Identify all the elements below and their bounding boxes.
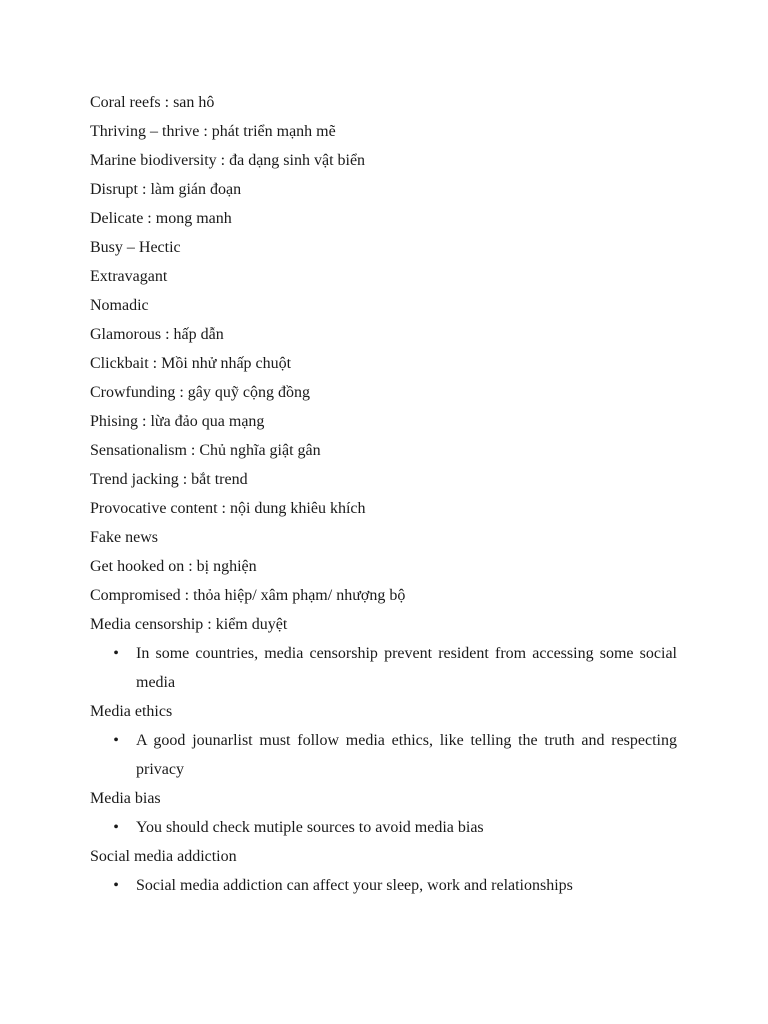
bullet-item	[90, 726, 677, 784]
bullet-item	[90, 639, 677, 697]
document-page	[90, 88, 677, 900]
vocab-line: Extravagant	[90, 268, 168, 285]
bullet-item	[90, 871, 677, 900]
vocab-line: Get hooked on : bị nghiện	[90, 558, 257, 575]
vocab-line: Media censorship : kiểm duyệt	[90, 616, 288, 633]
vocab-line: Disrupt : làm gián đoạn	[90, 181, 242, 198]
vocab-line: Phising : lừa đảo qua mạng	[90, 413, 265, 430]
bullet-icon: •	[113, 645, 119, 662]
vocab-line: Marine biodiversity : đa dạng sinh vật biển	[90, 152, 366, 169]
bullet-text: A good jounarlist must follow media ethics, like telling the truth and respecting privacy	[136, 732, 677, 778]
vocab-line: Provocative content : nội dung khiêu khích	[90, 500, 366, 517]
vocab-line: Trend jacking : bắt trend	[90, 471, 248, 488]
vocab-line: Fake news	[90, 529, 158, 546]
bullet-text: You should check mutiple sources to avoid media bias	[136, 819, 484, 836]
vocab-line: Glamorous : hấp dẫn	[90, 326, 224, 343]
vocab-line: Nomadic	[90, 297, 149, 314]
bullet-item	[90, 813, 677, 842]
vocab-line: Compromised : thỏa hiệp/ xâm phạm/ nhượng bộ	[90, 587, 406, 604]
bullet-text: In some countries, media censorship prevent resident from accessing some social media	[136, 645, 677, 691]
bullet-icon: •	[113, 732, 119, 749]
section-heading: Social media addiction	[90, 848, 237, 865]
bullet-icon: •	[113, 877, 119, 894]
vocab-line: Thriving – thrive : phát triển mạnh mẽ	[90, 123, 336, 140]
vocab-line: Crowfunding : gây quỹ cộng đồng	[90, 384, 310, 401]
vocab-line: Busy – Hectic	[90, 239, 181, 256]
section-heading: Media ethics	[90, 703, 173, 720]
vocab-line: Sensationalism : Chủ nghĩa giật gân	[90, 442, 321, 459]
vocab-line: Delicate : mong manh	[90, 210, 232, 227]
section-heading: Media bias	[90, 790, 161, 807]
vocab-line: Coral reefs : san hô	[90, 94, 215, 111]
vocab-line: Clickbait : Mồi nhử nhấp chuột	[90, 355, 292, 372]
bullet-icon: •	[113, 819, 119, 836]
bullet-text: Social media addiction can affect your sleep, work and relationships	[136, 877, 573, 894]
